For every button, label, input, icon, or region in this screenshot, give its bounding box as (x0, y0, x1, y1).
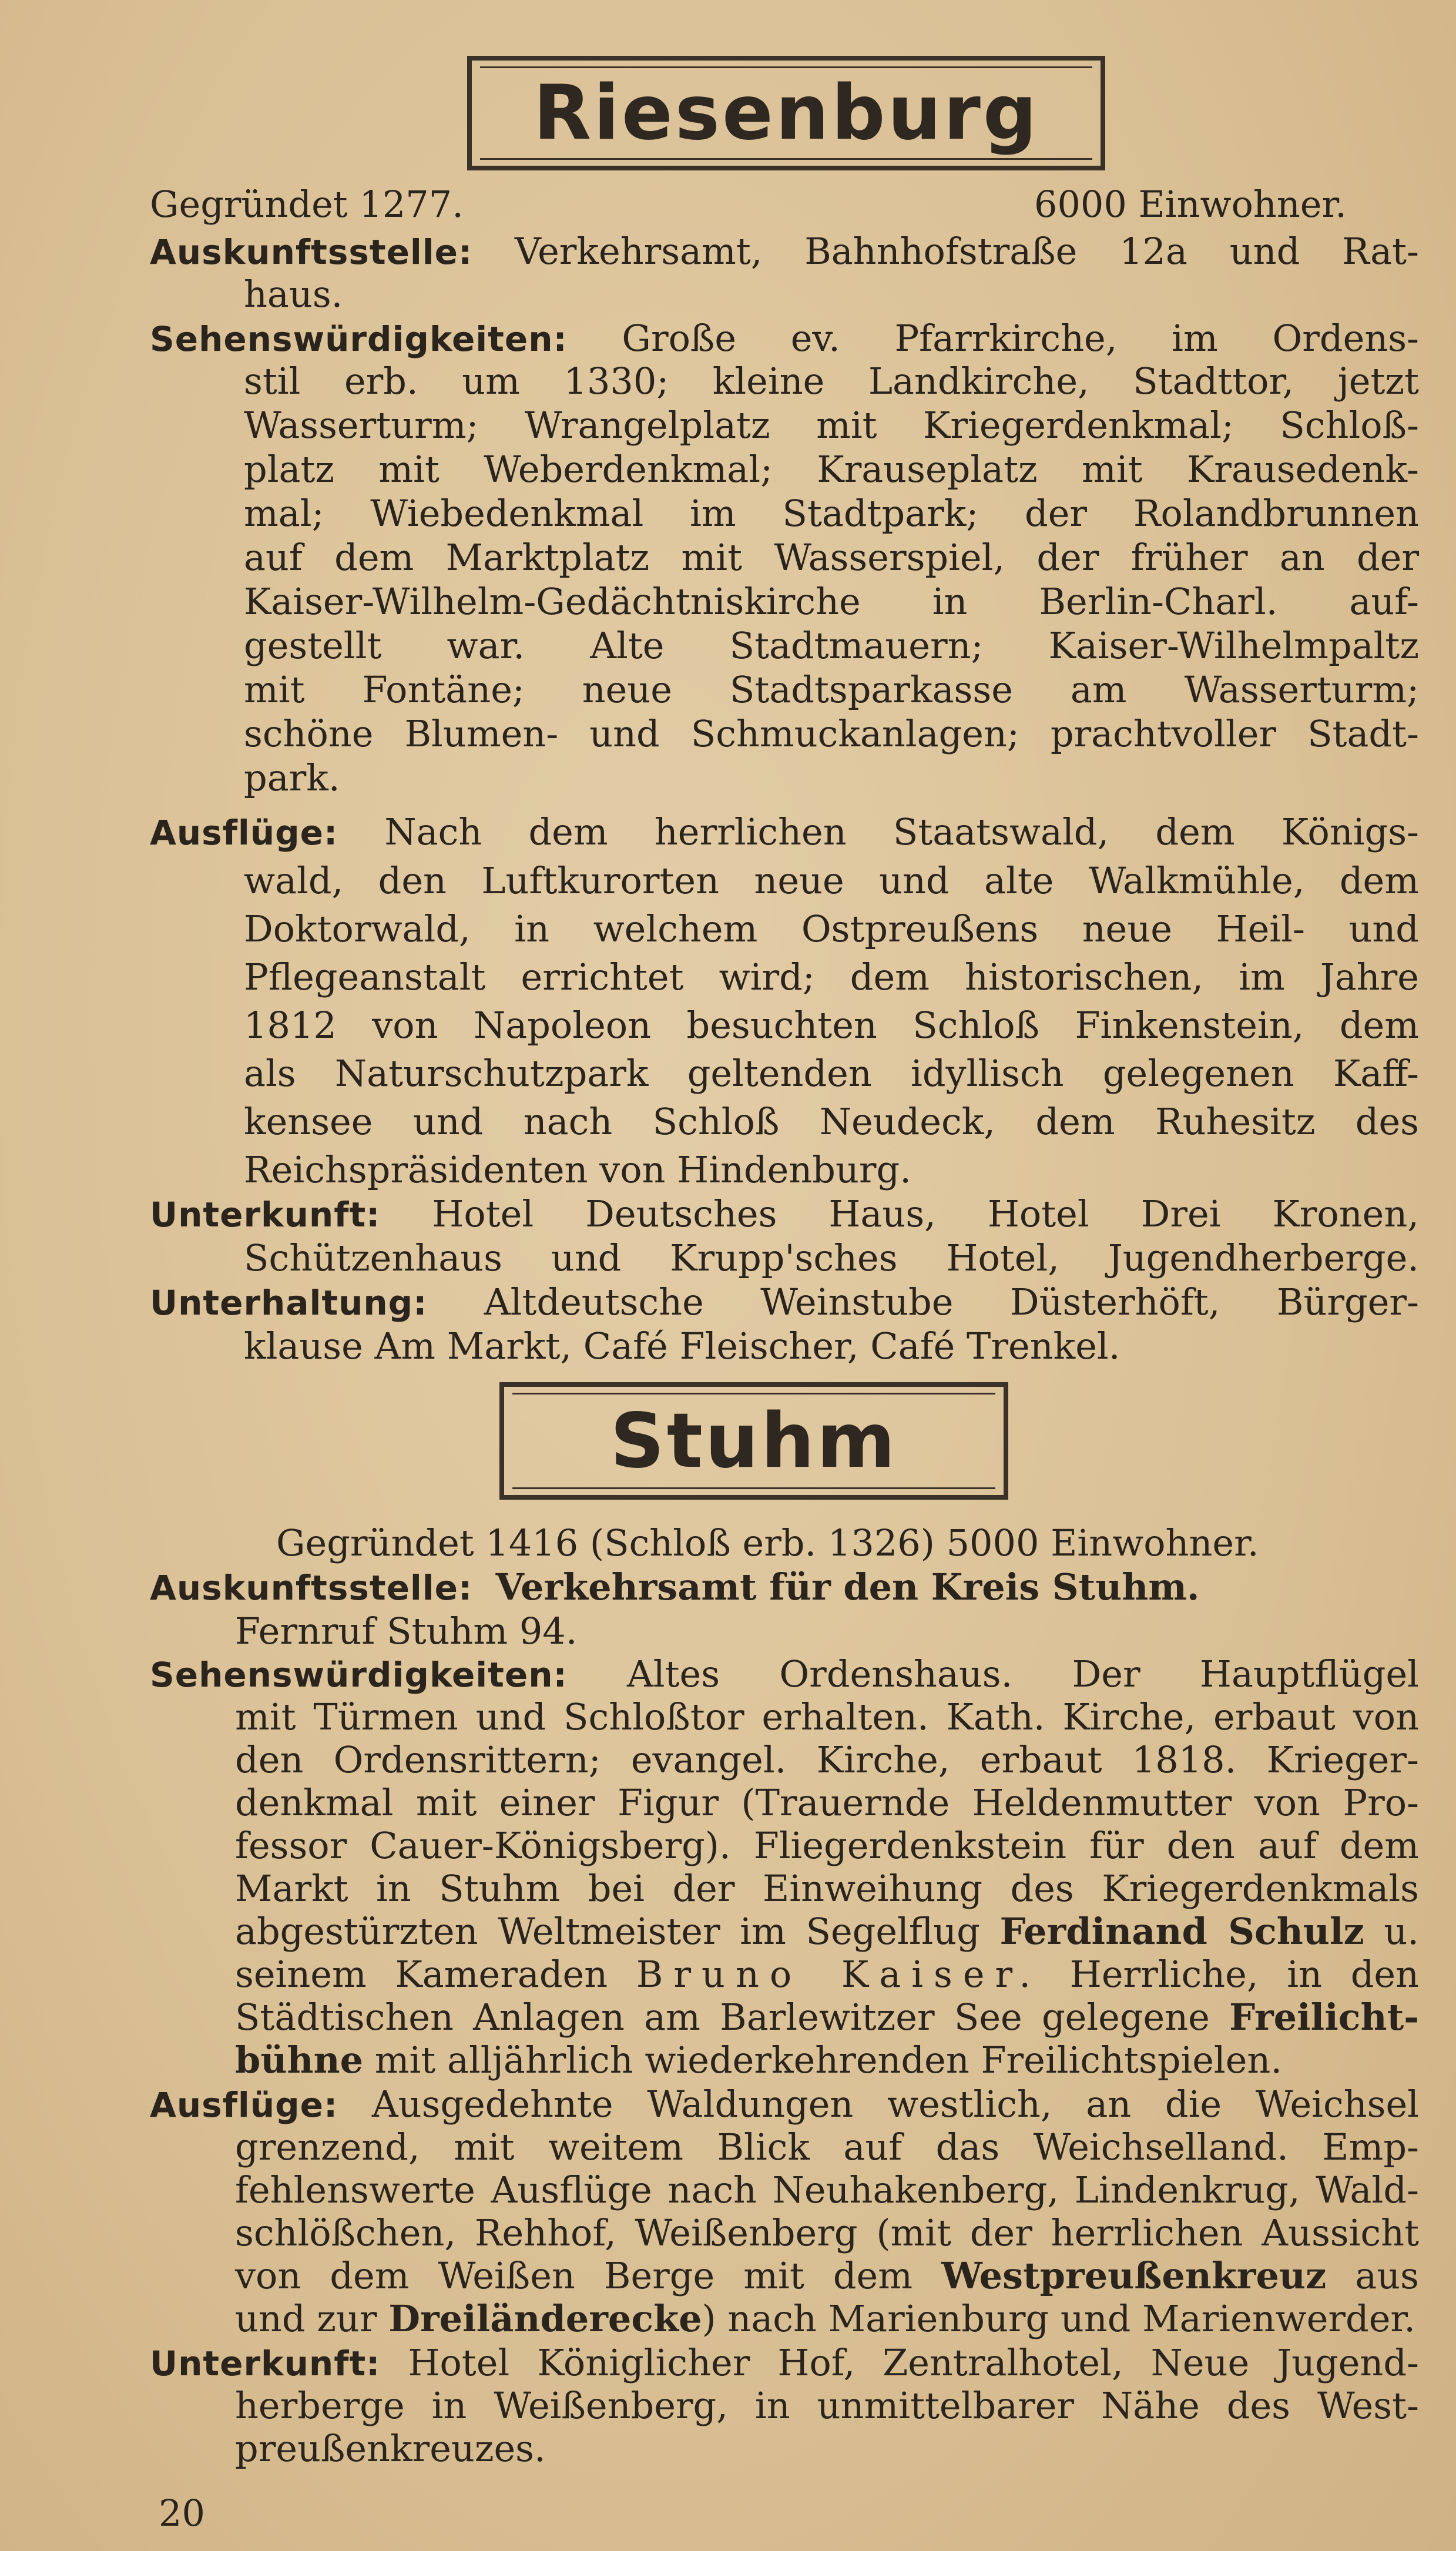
stuhm-trips-line-3: fehlenswerte Ausflüge nach Neuhakenberg, Lindenkrug, Wald- (235, 2168, 1419, 2211)
riesenburg-sights-line-11: park. (244, 756, 340, 799)
stuhm-sights-line-2: mit Türmen und Schloßtor erhalten. Kath. Kirche, erbaut von (235, 1695, 1419, 1738)
stuhm-sights-line-8: seinem Kameraden Bruno Kaiser. Herrliche, in den (235, 1953, 1420, 1996)
riesenburg-trips-line-4: Pflegeanstalt errichtet wird; dem historischen, im Jahre (244, 956, 1419, 998)
riesenburg-sights-line-3: Wasserturm; Wrangelplatz mit Kriegerdenkmal; Schloß- (244, 404, 1419, 447)
riesenburg-entertainment-line-2: klause Am Markt, Café Fleischer, Café Trenkel. (244, 1325, 1120, 1367)
riesenburg-founded: Gegründet 1277. (150, 183, 464, 226)
riesenburg-entertainment-line-1: Unterhaltung: Altdeutsche Weinstube Düsterhöft, Bürger- (150, 1280, 1419, 1323)
riesenburg-population: 6000 Einwohner. (1034, 183, 1347, 226)
riesenburg-sights-line-2: stil erb. um 1330; kleine Landkirche, Stadttor, jetzt (244, 360, 1419, 403)
stuhm-trips-line-5: von dem Weißen Berge mit dem Westpreußenkreuz aus (235, 2254, 1419, 2297)
riesenburg-sights-line-7: Kaiser-Wilhelm-Gedächtniskirche in Berlin-Charl. auf- (244, 580, 1419, 623)
stuhm-trips-line-4: schlößchen, Rehhof, Weißenberg (mit der herrlichen Aussicht (235, 2211, 1419, 2254)
riesenburg-title (467, 56, 1105, 170)
stuhm-sights-line-4: denkmal mit einer Figur (Trauernde Heldenmutter von Pro- (235, 1781, 1419, 1824)
stuhm-sights-line-5: fessor Cauer-Königsberg). Fliegerdenkstein für den auf dem (235, 1824, 1419, 1867)
riesenburg-lodging-line-2: Schützenhaus und Krupp'sches Hotel, Jugendherberge. (244, 1236, 1419, 1279)
riesenburg-entertainment-label: Unterhaltung: (150, 1283, 428, 1323)
riesenburg-info-line-2: haus. (244, 273, 343, 316)
stuhm-title (499, 1382, 1008, 1500)
riesenburg-trips-line-1: Ausflüge: Nach dem herrlichen Staatswald, dem Königs- (150, 810, 1419, 853)
riesenburg-trips-line-7: kensee und nach Schloß Neudeck, dem Ruhesitz des (244, 1100, 1419, 1143)
riesenburg-lodging-line-1: Unterkunft: Hotel Deutsches Haus, Hotel Drei Kronen, (150, 1192, 1420, 1235)
stuhm-lodging-line-3: preußenkreuzes. (235, 2427, 546, 2470)
riesenburg-sights-line-4: platz mit Weberdenkmal; Krauseplatz mit Krausedenk- (244, 448, 1419, 491)
stuhm-sights-line-10: bühne mit alljährlich wiederkehrenden Freilichtspielen. (235, 2039, 1283, 2081)
stuhm-sights-line-3: den Ordensrittern; evangel. Kirche, erbaut 1818. Krieger- (235, 1738, 1419, 1781)
riesenburg-info-line-1: Auskunftsstelle: Verkehrsamt, Bahnhofstraße 12a und Rat- (150, 230, 1419, 273)
stuhm-lodging-label: Unterkunft: (150, 2344, 381, 2384)
stuhm-info-label: Auskunftsstelle: (150, 1568, 473, 1608)
riesenburg-trips-line-3: Doktorwald, in welchem Ostpreußens neue Heil- und (244, 907, 1419, 950)
riesenburg-info-label: Auskunftsstelle: (150, 232, 473, 272)
riesenburg-trips-line-2: wald, den Luftkurorten neue und alte Walkmühle, dem (244, 859, 1419, 902)
riesenburg-trips-line-8: Reichspräsidenten von Hindenburg. (244, 1148, 911, 1191)
stuhm-trips-line-6: und zur Dreiländerecke) nach Marienburg und Marienwerder. (235, 2297, 1415, 2340)
page-number: 20 (159, 2492, 205, 2535)
riesenburg-sights-line-1: Sehenswürdigkeiten: Große ev. Pfarrkirche, im Ordens- (150, 317, 1419, 360)
stuhm-sights-line-7: abgestürzten Weltmeister im Segelflug Ferdinand Schulz u. (235, 1910, 1419, 1953)
stuhm-info-line-1: Auskunftsstelle: Verkehrsamt für den Kreis Stuhm. (150, 1566, 1200, 1608)
stuhm-trips-label: Ausflüge: (150, 2085, 338, 2125)
stuhm-lodging-line-1: Unterkunft: Hotel Königlicher Hof, Zentralhotel, Neue Jugend- (150, 2341, 1419, 2384)
riesenburg-title-text: Riesenburg (533, 69, 1039, 157)
riesenburg-sights-label: Sehenswürdigkeiten: (150, 319, 568, 359)
riesenburg-trips-label: Ausflüge: (150, 813, 338, 853)
stuhm-trips-line-2: grenzend, mit weitem Blick auf das Weichselland. Emp- (235, 2126, 1419, 2168)
stuhm-info-line-2: Fernruf Stuhm 94. (235, 1610, 578, 1652)
riesenburg-trips-line-5: 1812 von Napoleon besuchten Schloß Finkenstein, dem (244, 1004, 1419, 1047)
riesenburg-trips-line-6: als Naturschutzpark geltenden idyllisch gelegenen Kaff- (244, 1052, 1419, 1095)
riesenburg-sights-line-9: mit Fontäne; neue Stadtsparkasse am Wasserturm; (244, 668, 1419, 711)
stuhm-founded: Gegründet 1416 (Schloß erb. 1326) 5000 Einwohner. (276, 1521, 1259, 1564)
stuhm-sights-line-6: Markt in Stuhm bei der Einweihung des Kriegerdenkmals (235, 1867, 1419, 1910)
riesenburg-sights-line-8: gestellt war. Alte Stadtmauern; Kaiser-Wilhelmpaltz (244, 624, 1419, 667)
stuhm-trips-line-1: Ausflüge: Ausgedehnte Waldungen westlich, an die Weichsel (150, 2083, 1419, 2126)
riesenburg-sights-line-5: mal; Wiebedenkmal im Stadtpark; der Rolandbrunnen (244, 492, 1419, 535)
riesenburg-lodging-label: Unterkunft: (150, 1195, 381, 1235)
riesenburg-sights-line-6: auf dem Marktplatz mit Wasserspiel, der früher an der (244, 536, 1419, 579)
stuhm-title-text: Stuhm (610, 1397, 898, 1485)
stuhm-lodging-line-2: herberge in Weißenberg, in unmittelbarer Nähe des West- (235, 2384, 1419, 2427)
stuhm-sights-line-9: Städtischen Anlagen am Barlewitzer See gelegene Freilicht- (235, 1996, 1419, 2039)
stuhm-sights-label: Sehenswürdigkeiten: (150, 1655, 568, 1695)
riesenburg-sights-line-10: schöne Blumen- und Schmuckanlagen; prachtvoller Stadt- (244, 712, 1419, 755)
stuhm-sights-line-1: Sehenswürdigkeiten: Altes Ordenshaus. Der Hauptflügel (150, 1652, 1419, 1695)
